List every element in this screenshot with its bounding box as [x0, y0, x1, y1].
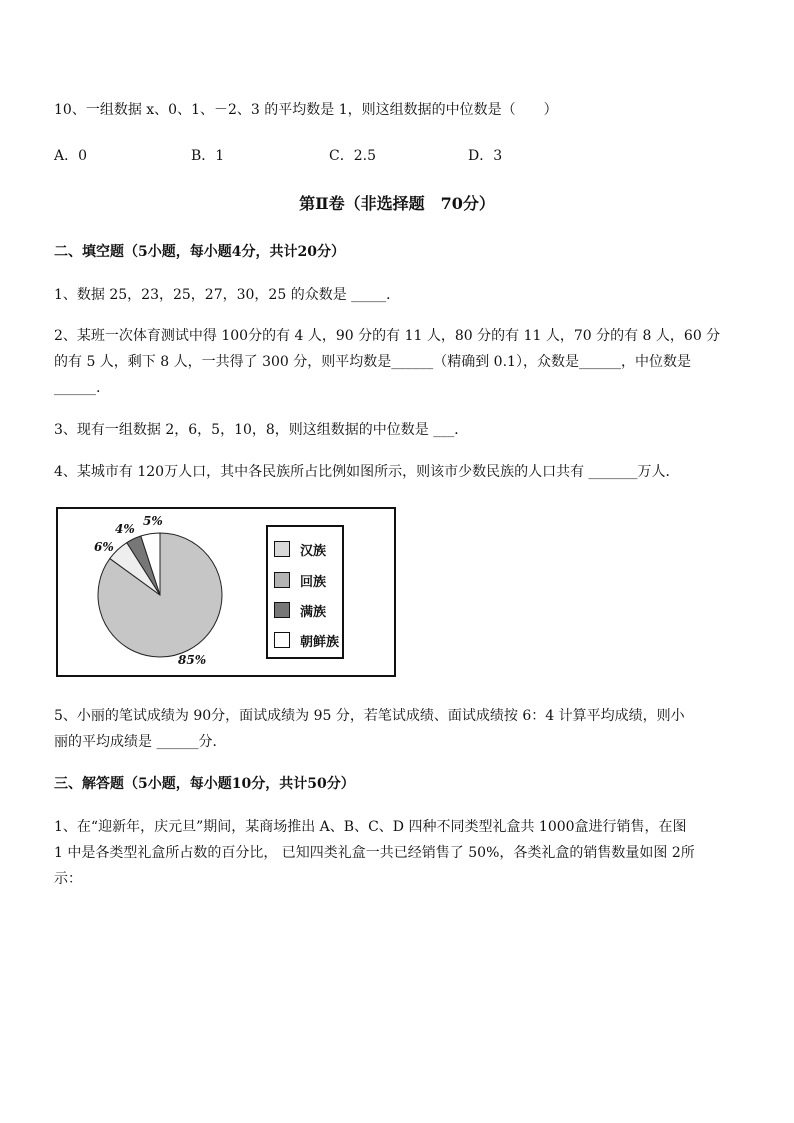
part2-title: 第Ⅱ卷（非选择题 70分）: [299, 194, 495, 213]
fill-q2-line1: 2、某班一次体育测试中得 100分的有 4 人，90 分的有 11 人，80 分的有 11 人，70 分的有 8 人，60 分: [54, 328, 721, 344]
section2-heading: 二、填空题（5小题，每小题4分，共计20分）: [54, 244, 345, 260]
legend-label-manzu: 满族: [300, 604, 327, 620]
legend-label-huizu: 回族: [300, 574, 327, 590]
solve-q1-line1: 1、在“迎新年，庆元旦”期间，某商场推出 A、B、C、D 四种不同类型礼盒共 1000盒进行销售，在图: [54, 819, 687, 835]
legend-item-hanzu: [274, 539, 326, 559]
q10-option-b[interactable]: B．1: [191, 148, 225, 164]
q10-option-c[interactable]: C．2.5: [329, 148, 376, 164]
legend-label-hanzu: 汉族: [300, 543, 327, 559]
legend-item-chaoxianzu: [274, 630, 339, 650]
fill-q5-line1: 5、小丽的笔试成绩为 90分，面试成绩为 95 分，若笔试成绩、面试成绩按 6：4 计算平均成绩，则小: [54, 708, 685, 724]
solve-q1-line3: 示：: [54, 871, 82, 887]
section3-heading: 三、解答题（5小题，每小题10分，共计50分）: [54, 776, 355, 792]
legend-swatch-hanzu: [274, 541, 290, 557]
fill-q4: 4、某城市有 120万人口，其中各民族所占比例如图所示，则该市少数民族的人口共有 _______万人．: [54, 464, 680, 480]
fill-q1: 1、数据 25，23，25，27，30，25 的众数是 _____．: [54, 287, 401, 303]
fill-q5-line2: 丽的平均成绩是 ______分．: [54, 734, 227, 750]
solve-q1-line2: 1 中是各类型礼盒所占数的百分比， 已知四类礼盒一共已经销售了 50%，各类礼盒的销售数量如图 2所: [54, 845, 695, 861]
legend-swatch-manzu: [274, 602, 290, 618]
legend-item-huizu: [274, 570, 326, 590]
pie-label-huizu: 6%: [94, 540, 114, 554]
ethnic-pie-chart: [56, 507, 396, 677]
q10-option-a[interactable]: A．0: [54, 148, 88, 164]
legend-label-chaoxianzu: 朝鲜族: [300, 634, 340, 650]
fill-q2-line3: ______.: [54, 380, 101, 396]
pie-label-hanzu: 85%: [178, 653, 207, 667]
pie-svg: [58, 509, 258, 675]
pie-label-manzu: 4%: [115, 522, 135, 536]
fill-q2-line2: 的有 5 人，剩下 8 人，一共得了 300 分，则平均数是______（精确到 0.1），众数是______，中位数是: [54, 354, 691, 370]
legend-swatch-huizu: [274, 572, 290, 588]
q10-option-d[interactable]: D．3: [468, 148, 503, 164]
q10-text: 10、一组数据 x、0、1、－2、3 的平均数是 1，则这组数据的中位数是（ ）: [54, 102, 558, 118]
pie-label-chaoxianzu: 5%: [143, 514, 163, 528]
fill-q3: 3、现有一组数据 2，6，5，10，8，则这组数据的中位数是 ___．: [54, 422, 469, 438]
legend-item-manzu: [274, 600, 326, 620]
pie-legend: [266, 525, 344, 659]
legend-swatch-chaoxianzu: [274, 632, 290, 648]
